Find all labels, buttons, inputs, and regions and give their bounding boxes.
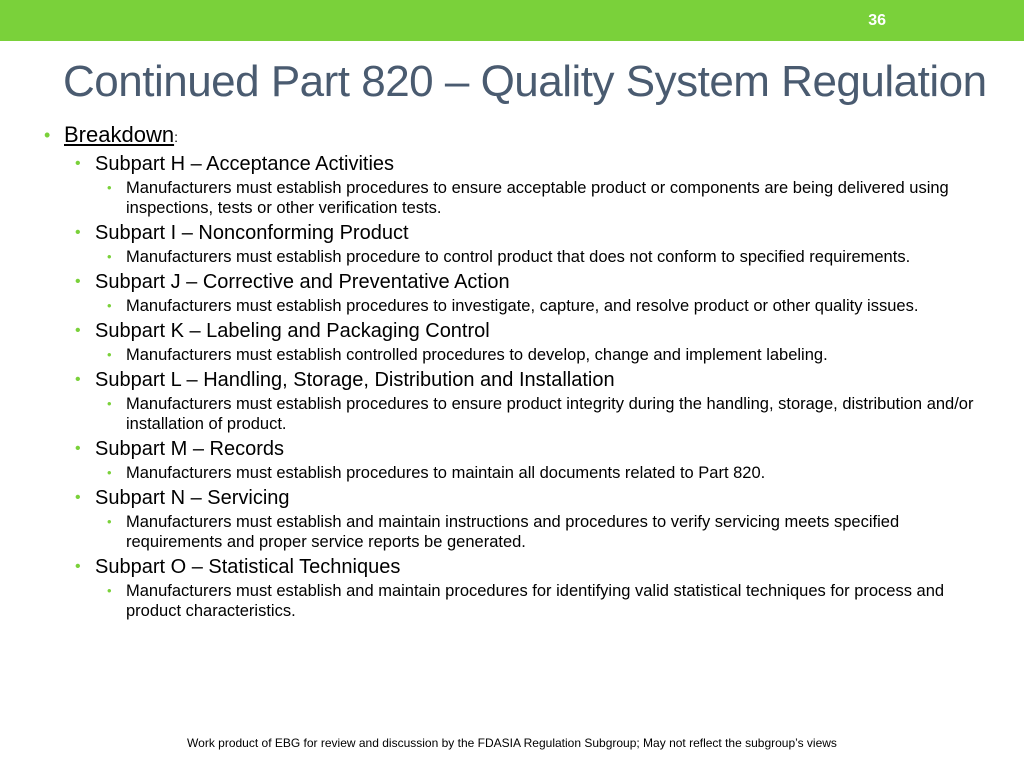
subpart-title: [44, 152, 984, 176]
subpart-detail-text: Manufacturers must establish procedures to maintain all documents related to Part 820.: [126, 464, 766, 482]
subpart-title-text: Subpart N – Servicing: [95, 487, 290, 509]
heading-colon: :: [174, 129, 178, 145]
subpart-detail: [44, 178, 984, 218]
subpart-title-text: Subpart O – Statistical Techniques: [95, 556, 401, 578]
subpart-detail: [44, 345, 984, 365]
subpart-title: [44, 270, 984, 294]
heading-text: Breakdown: [64, 122, 175, 147]
bullet-icon: •: [75, 224, 81, 241]
slide-title: Continued Part 820 – Quality System Regulation: [63, 57, 987, 106]
bullet-icon: •: [107, 583, 112, 598]
subpart-title: [44, 319, 984, 343]
subpart-detail: [44, 512, 984, 552]
bullet-icon: •: [75, 371, 81, 388]
outline-heading: [44, 122, 984, 150]
subpart-detail: [44, 581, 984, 621]
bullet-icon: •: [75, 155, 81, 172]
subpart-detail-text: Manufacturers must establish controlled procedures to develop, change and implement labeling.: [126, 346, 828, 364]
bullet-icon: •: [107, 396, 112, 411]
bullet-icon: •: [75, 558, 81, 575]
bullet-icon: •: [107, 249, 112, 264]
subpart-title-text: Subpart I – Nonconforming Product: [95, 222, 409, 244]
bullet-icon: •: [107, 465, 112, 480]
footer-disclaimer: Work product of EBG for review and discussion by the FDASIA Regulation Subgroup; May not reflect the subgroup’s views: [187, 736, 837, 750]
subpart-title: [44, 555, 984, 579]
subpart-title-text: Subpart L – Handling, Storage, Distribution and Installation: [95, 369, 615, 391]
subpart-title: [44, 437, 984, 461]
subpart-detail: [44, 296, 984, 316]
subpart-detail-text: Manufacturers must establish procedures to investigate, capture, and resolve product or other quality issues.: [126, 297, 919, 315]
subpart-detail-text: Manufacturers must establish procedures to ensure acceptable product or components are being delivered using inspections, tests or other verification tests.: [126, 179, 949, 217]
subpart-detail-text: Manufacturers must establish procedure to control product that does not conform to specified requirements.: [126, 248, 911, 266]
subpart-detail-text: Manufacturers must establish procedures to ensure product integrity during the handling, storage, distribution and/or installation of product.: [126, 395, 974, 433]
subpart-title-text: Subpart H – Acceptance Activities: [95, 153, 395, 175]
slide-body: [44, 122, 984, 624]
bullet-icon: •: [107, 180, 112, 195]
subpart-title: [44, 221, 984, 245]
bullet-icon: •: [75, 440, 81, 457]
subpart-title-text: Subpart K – Labeling and Packaging Control: [95, 320, 490, 342]
bullet-icon: •: [75, 273, 81, 290]
subpart-detail-text: Manufacturers must establish and maintain instructions and procedures to verify servicing meets specified requirements and proper service reports be generated.: [126, 513, 900, 551]
subpart-title-text: Subpart M – Records: [95, 438, 284, 460]
bullet-icon: •: [75, 489, 81, 506]
subpart-detail: [44, 247, 984, 267]
bullet-icon: •: [107, 347, 112, 362]
subpart-detail-text: Manufacturers must establish and maintain procedures for identifying valid statistical techniques for process and product characteristics.: [126, 582, 945, 620]
subpart-detail: [44, 463, 984, 483]
subpart-title: [44, 368, 984, 392]
bullet-icon: •: [44, 125, 51, 145]
slide-number: 36: [868, 12, 886, 29]
subpart-title: [44, 486, 984, 510]
subpart-title-text: Subpart J – Corrective and Preventative Action: [95, 271, 510, 293]
bullet-icon: •: [107, 298, 112, 313]
subpart-detail: [44, 394, 984, 434]
bullet-icon: •: [107, 514, 112, 529]
bullet-icon: •: [75, 322, 81, 339]
